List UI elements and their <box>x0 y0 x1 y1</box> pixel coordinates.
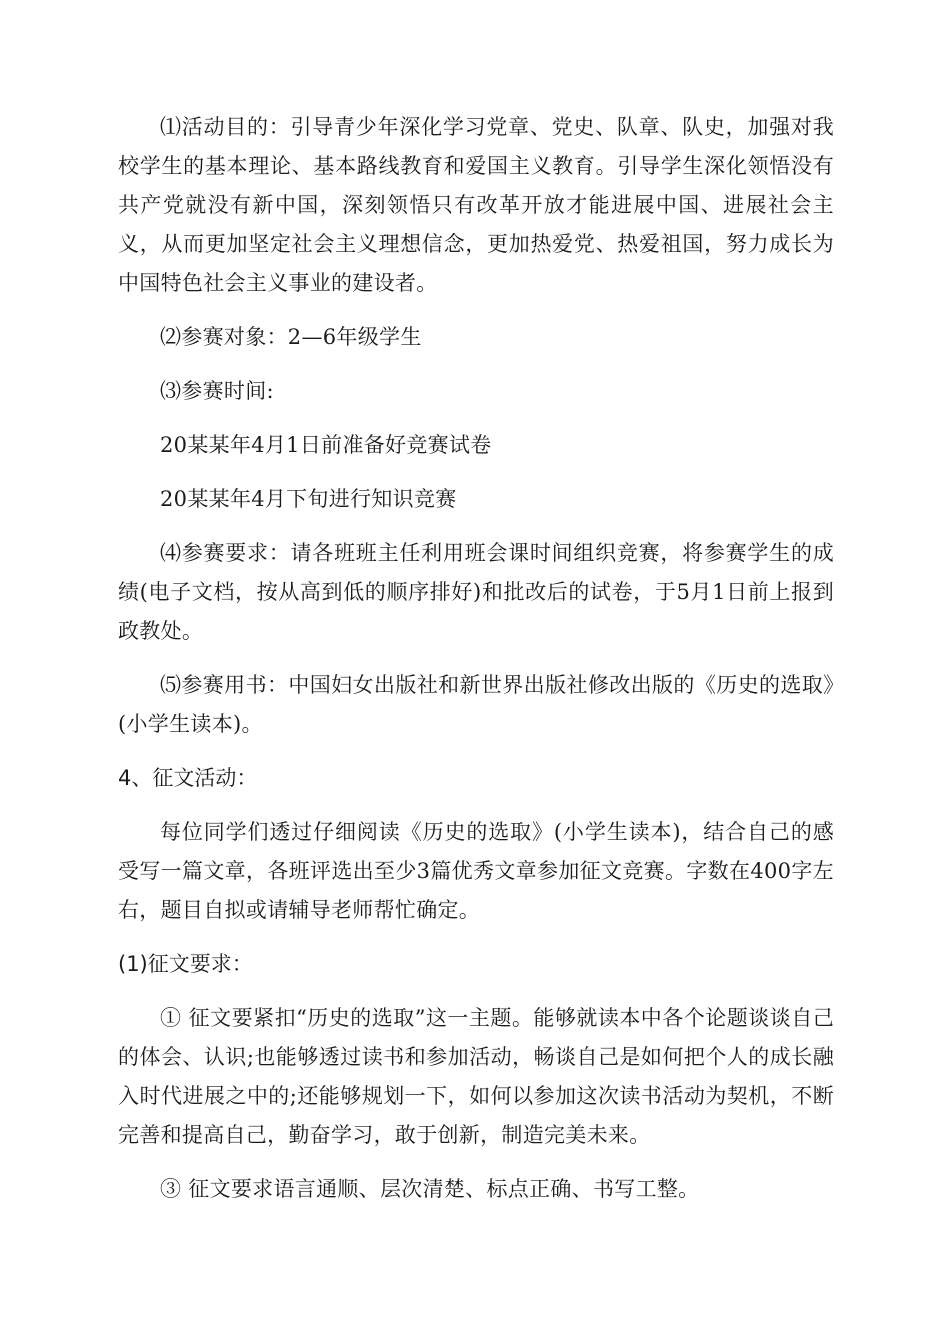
essay-requirements-heading: (1)征文要求： <box>118 952 253 976</box>
activity-purpose-paragraph: ⑴活动目的：引导青少年深化学习党章、党史、队章、队史，加强对我校学生的基本理论、基本路线教育和爱国主义教育。引导学生深化领悟没有共产党就没有新中国，深刻领悟只有改革开放才能进展中国、进展社会主义，从而更加坚定社会主义理想信念，更加热爱党、热爱祖国，努力成长为中国特色社会主义事业的建设者。 <box>118 115 834 295</box>
contest-requirements-paragraph: ⑷参赛要求：请各班班主任利用班会课时间组织竞赛，将参赛学生的成绩(电子文档，按从高到低的顺序排好)和批改后的试卷，于5月1日前上报到政教处。 <box>118 541 834 643</box>
prepare-date-paragraph: 20某某年4月1日前准备好竞赛试卷 <box>160 433 492 457</box>
essay-requirement-3: ③ 征文要求语言通顺、层次清楚、标点正确、书写工整。 <box>160 1177 700 1201</box>
contest-date-paragraph: 20某某年4月下旬进行知识竞赛 <box>160 487 457 511</box>
contest-time-label: ⑶参赛时间: <box>160 379 274 403</box>
essay-activity-heading: 4、征文活动： <box>118 766 258 790</box>
essay-requirement-1: ① 征文要紧扣“历史的选取”这一主题。能够就读本中各个论题谈谈自己的体会、认识;也能够透过读书和参加活动，畅谈自己是如何把个人的成长融入时代进展之中的;还能够规划一下，如何以参加这次读书活动为契机，不断完善和提高自己，勤奋学习，敢于创新，制造完美未来。 <box>118 1006 834 1147</box>
contest-book-paragraph: ⑸参赛用书：中国妇女出版社和新世界出版社修改出版的《历史的选取》(小学生读本)。 <box>118 673 834 736</box>
participants-paragraph: ⑵参赛对象：2—6年级学生 <box>160 325 422 349</box>
document-page <box>118 108 834 1224</box>
essay-activity-paragraph: 每位同学们透过仔细阅读《历史的选取》(小学生读本)，结合自己的感受写一篇文章，各班评选出至少3篇优秀文章参加征文竞赛。字数在400字左右，题目自拟或请辅导老师帮忙确定。 <box>118 820 834 922</box>
